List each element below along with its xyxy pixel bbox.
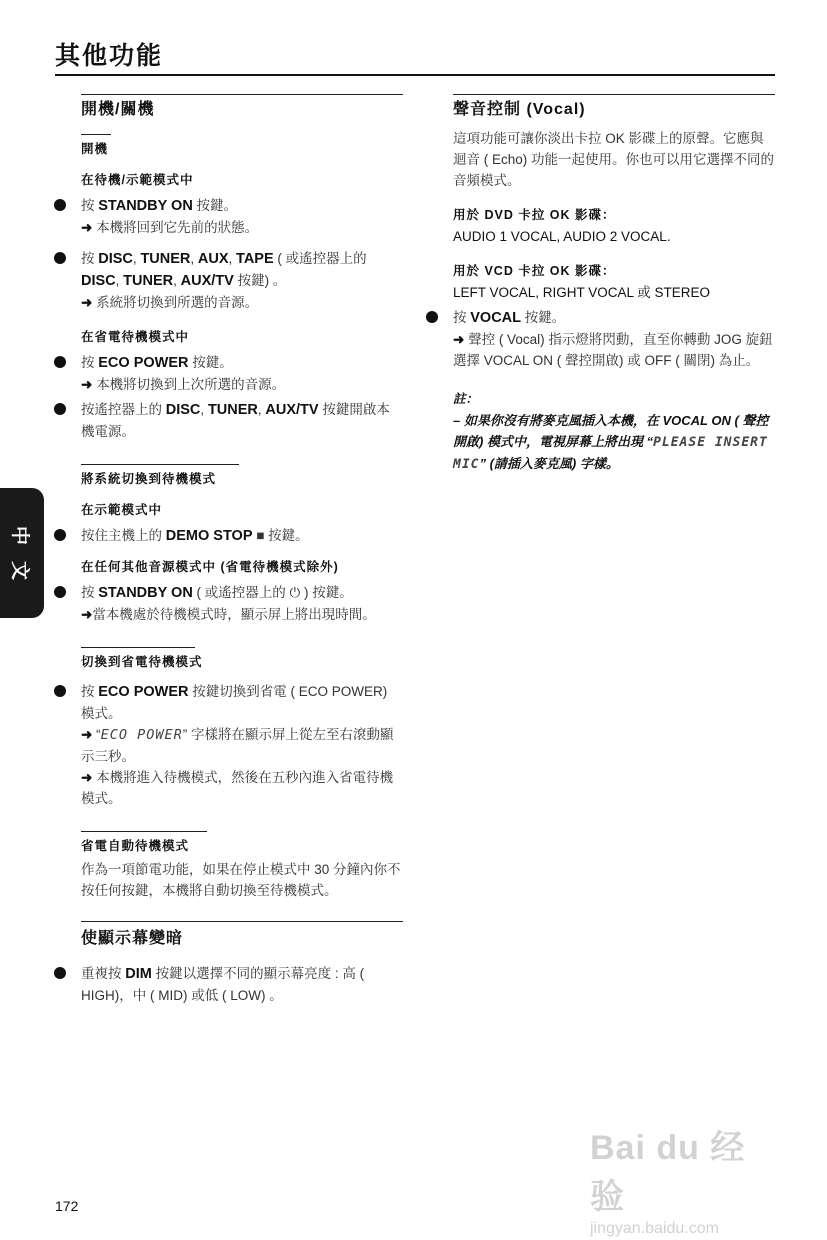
subsection-title-eco-standby: 切換到省電待機模式 [81, 655, 203, 669]
list-item: 按 STANDBY ON 按鍵。 ➜ 本機將回到它先前的狀態。 [81, 195, 403, 238]
bullet-icon [54, 252, 66, 264]
bullet-icon [54, 403, 66, 415]
subsection-divider [81, 647, 195, 648]
vcd-modes: LEFT VOCAL, RIGHT VOCAL 或 STEREO [453, 285, 711, 300]
bullet-icon [426, 311, 438, 323]
mode-heading-eco-standby: 在省電待機模式中 [81, 330, 190, 344]
subsection-divider [81, 134, 111, 135]
list-item: 重複按 DIM 按鍵以選擇不同的顯示幕亮度 : 高 ( HIGH)，中 ( MID) 或低 ( LOW) 。 [81, 963, 403, 1006]
subsection-title-switch-standby: 將系統切換到待機模式 [81, 472, 217, 486]
section-title-vocal: 聲音控制 (Vocal) [453, 101, 586, 118]
dvd-modes: AUDIO 1 VOCAL, AUDIO 2 VOCAL. [453, 229, 671, 244]
bullet-icon [54, 199, 66, 211]
section-title-dim: 使顯示幕變暗 [81, 930, 184, 947]
list-item: 按 DISC, TUNER, AUX, TAPE ( 或遙控器上的 DISC, TUNER, AUX/TV 按鍵) 。 ➜ 系統將切換到所選的音源。 [81, 248, 403, 313]
watermark-url: jingyan.baidu.com [590, 1220, 719, 1237]
section-divider [81, 921, 403, 922]
bullet-icon [54, 529, 66, 541]
page-title: 其他功能 [55, 42, 164, 70]
left-column [81, 94, 403, 1006]
bullet-icon [54, 685, 66, 697]
mode-heading-standby-demo: 在待機/示範模式中 [81, 173, 194, 187]
dvd-heading: 用於 DVD 卡拉 OK 影碟： [453, 208, 616, 222]
arrow-icon: ➜ [453, 332, 465, 347]
list-item: 按遙控器上的 DISC, TUNER, AUX/TV 按鍵開啟本機電源。 [81, 399, 403, 442]
bullet-icon [54, 967, 66, 979]
section-title-power: 開機/關機 [81, 101, 155, 118]
list-item: 按 ECO POWER 按鍵切換到省電 ( ECO POWER) 模式。 ➜ “ECO POWER” 字樣將在顯示屏上從左至右滾動顯示三秒。 ➜ 本機將進入待機模式，然後在五秒內進入省電待機模式。 [81, 681, 403, 809]
arrow-icon: ➜ [81, 727, 93, 742]
arrow-icon: ➜ [81, 220, 93, 235]
list-item: 按 VOCAL 按鍵。 ➜ 聲控 ( Vocal) 指示燈將閃動，直至你轉動 JOG 旋鈕選擇 VOCAL ON ( 聲控開啟) 或 OFF ( 關閉) 為止。 [453, 307, 775, 371]
watermark [590, 1120, 780, 1237]
vocal-intro: 這項功能可讓你淡出卡拉 OK 影碟上的原聲。它應與迴音 ( Echo) 功能一起使用。你也可以用它選擇不同的音頻模式。 [453, 131, 775, 188]
note-text: – 如果你沒有將麥克風插入本機，在 VOCAL ON ( 聲控開啟) 模式中，電視屏幕上將出現 “PLEASE INSERT MIC” (請插入麥克風) 字樣。 [453, 413, 769, 472]
subsection-divider [81, 831, 207, 832]
list-item: 按 ECO POWER 按鍵。 ➜ 本機將切換到上次所選的音源。 [81, 352, 403, 395]
section-divider [81, 94, 403, 95]
subsection-divider [81, 464, 239, 465]
key-label: STANDBY ON [98, 198, 193, 214]
bullet-icon [54, 356, 66, 368]
mode-heading-demo: 在示範模式中 [81, 503, 163, 517]
mode-heading-other-sources: 在任何其他音源模式中 (省電待機模式除外) [81, 560, 339, 574]
language-tab-char: 文 [9, 560, 31, 581]
list-item: 按住主機上的 DEMO STOP ■ 按鍵。 [81, 525, 403, 547]
arrow-icon: ➜ [81, 607, 93, 622]
section-divider [453, 94, 775, 95]
right-column [453, 94, 775, 475]
arrow-icon: ➜ [81, 377, 93, 392]
auto-standby-text: 作為一項節電功能，如果在停止模式中 30 分鐘內你不按任何按鍵，本機將自動切換至待機模式。 [81, 862, 401, 898]
arrow-icon: ➜ [81, 295, 93, 310]
subsection-title-auto-standby: 省電自動待機模式 [81, 839, 190, 853]
watermark-brand: Bai du 经验 [590, 1129, 746, 1216]
bullet-icon [54, 586, 66, 598]
lcd-text: ECO POWER [100, 727, 183, 743]
list-item: 按 STANDBY ON ( 或遙控器上的 ⏻ ) 按鍵。 ➜當本機處於待機模式時，顯示屏上將出現時間。 [81, 582, 403, 625]
note-title: 註： [453, 392, 479, 406]
lcd-text: PLEASE INSERT MIC [453, 435, 768, 472]
title-divider [55, 74, 775, 76]
language-tab [0, 488, 44, 618]
page-number: 172 [55, 1198, 79, 1214]
vcd-heading: 用於 VCD 卡拉 OK 影碟： [453, 264, 616, 278]
language-tab-char: 中 [9, 525, 31, 546]
arrow-icon: ➜ [81, 770, 93, 785]
subsection-title-power-on: 開機 [81, 142, 109, 156]
